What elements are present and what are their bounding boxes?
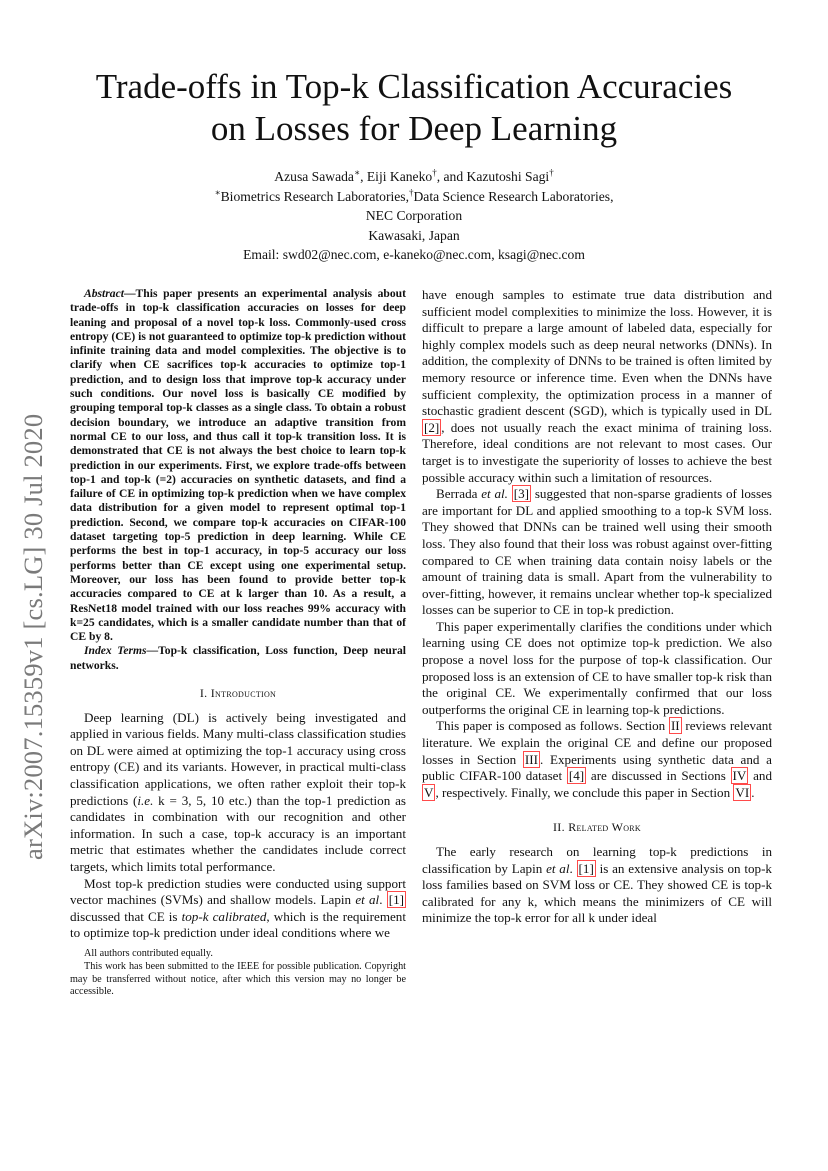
section-link[interactable]: IV <box>732 768 747 784</box>
section-link[interactable]: V <box>424 784 434 800</box>
right-column <box>422 287 772 927</box>
text: is an extensive analysis on top-k loss families based on SVM loss or CE. They showed CE is top-k calibrated for any k, which means the minimizers of CE will minimize the top-k error for all k under ideal <box>422 860 772 926</box>
text: . <box>379 892 387 908</box>
left-column <box>70 287 406 942</box>
affil-mark: ∗ <box>214 187 221 198</box>
section-link[interactable]: VI <box>735 784 750 800</box>
text: , respectively. Finally, we conclude this paper in Section <box>435 784 734 800</box>
affiliation-3: Kawasaki, Japan <box>368 227 460 243</box>
text: Most top-k prediction studies were conducted using support vector machines (SVMs) and shallow models. Lapin <box>70 875 406 908</box>
abstract-text: —This paper presents an experimental analysis about trade-offs in top-k classification accuracies on losses for deep leaning and proposal of a novel top-k loss. Commonly-used cross entropy (CE) is not guaranteed to optimize top-k prediction without infinite training data and model complexities. The objective is to clarify when CE sacrifices top-k accuracies to optimize top-1 prediction, and to design loss that improve top-k accuracy under such conditions. Our novel loss is basically CE modified by grouping temporal top-k classes as a single class. To obtain a robust decision boundary, we introduce an adaptive transition from normal CE to our loss, and thus call it top-k transition loss. It is demonstrated that CE is not always the best choice to learn top-k prediction in our experiments. First, we explore trade-offs between top-1 and top-k (=2) accuracies on synthetic datasets, and find a failure of CE in optimizing top-k prediction when we have complex data distribution for a given model to represent optimal top-1 prediction. Second, we compare top-k accuracies on CIFAR-100 dataset targeting top-5 prediction in deep learning. While CE performs the best in top-1 accuracy, in top-5 accuracy our loss performs better than CE except using one experimental setup. Moreover, our loss has been found to provide better top-k accuracies compared to CE at k larger than 10. As a result, a ResNet18 model trained with our loss reaches 99% accuracy with k=25 candidates, which is a smaller candidate number than that of CE by 8. <box>70 287 406 644</box>
text: reviews relevant literature. We explain the original CE and define our proposed losses in Section <box>422 718 772 767</box>
index-terms-label: Index Terms <box>84 644 147 658</box>
abstract-label: Abstract <box>84 287 124 300</box>
text: k = 3, 5, 10 etc.) than the top-1 prediction as candidates in combination with our recognition and other information. In such a case, top-k accuracy is an important metric that estimates whether the candidates include correct targets, which limits total performance. <box>70 792 406 874</box>
affil-text: Biometrics Research Laboratories, <box>220 188 409 204</box>
section-number: I. <box>199 686 211 701</box>
text: , which is the requirement to optimize top-k prediction under ideal conditions where we <box>70 908 406 941</box>
section-number: II. <box>552 820 569 835</box>
author-2: , Eiji Kaneko <box>360 169 433 184</box>
right-paragraph-1 <box>422 287 772 486</box>
author-1: Azusa Sawada <box>274 169 354 184</box>
text: suggested that non-sparse gradients of losses are important for DL and applied smoothing to a top-k SVM loss. They showed that DNNs can be trained well using their smooth loss. They also found that their loss was robust against over-fitting compared to CE when training data contain noisy labels or the amount of training data is small. Apart from the vulnerability to over-fitting, however, it remains unclear whether top-k specialized losses can be superior to CE in top-k prediction. <box>422 486 772 618</box>
affil-mark: † <box>549 167 554 178</box>
title-line-1: Trade-offs in Top-k Classification Accuracies <box>95 67 733 106</box>
affil-mark: † <box>432 167 437 178</box>
citation-link[interactable]: [1] <box>578 860 594 876</box>
text: . <box>569 860 577 876</box>
text: et al <box>546 860 570 876</box>
text: discussed that CE is <box>70 908 182 924</box>
section-name: Introduction <box>210 686 277 701</box>
email-line: Email: swd02@nec.com, e-kaneko@nec.com, ksagi@nec.com <box>243 247 585 263</box>
affiliation-2: NEC Corporation <box>365 208 463 224</box>
affil-mark: ∗ <box>353 167 361 178</box>
text: et al. <box>481 486 508 502</box>
section-link[interactable]: III <box>524 751 539 767</box>
text: . Experiments using synthetic data and a public CIFAR-100 dataset <box>422 751 772 784</box>
citation-link[interactable]: [3] <box>513 486 530 502</box>
text: Berrada <box>436 486 482 502</box>
footnotes <box>70 948 406 999</box>
citation-link[interactable]: [4] <box>568 768 585 784</box>
text: top-k calibrated <box>181 908 267 924</box>
footnote-1: All authors contributed equally. <box>84 948 213 959</box>
author-names <box>60 167 768 187</box>
citation-link[interactable]: [1] <box>388 892 404 908</box>
text: This paper is composed as follows. Section <box>436 718 669 734</box>
section-link[interactable]: II <box>670 718 680 734</box>
section-name: Related Work <box>568 820 642 835</box>
footnote-2: This work has been submitted to the IEEE for possible publication. Copyright may be transferred without notice, after which this version may no longer be accessible. <box>70 960 406 998</box>
abstract <box>70 287 406 644</box>
paper-title <box>60 66 768 150</box>
intro-paragraph-2 <box>70 876 406 942</box>
right-paragraph-2 <box>422 486 772 619</box>
text: The early research on learning top-k predictions in classification by Lapin <box>422 844 772 876</box>
right-paragraph-4 <box>422 718 772 801</box>
affil-text: Data Science Research Laboratories, <box>413 188 614 204</box>
text: i.e. <box>137 792 154 808</box>
intro-paragraph-1 <box>70 710 406 876</box>
index-terms <box>70 644 406 673</box>
text: are discussed in Sections <box>586 768 731 784</box>
text: , does not usually reach the exact minima of training loss. Therefore, ideal conditions are not relevant to most cases. Our target is to investigate the superiority of losses to achieve the best possible accuracy within such a limitation of resources. <box>422 419 772 485</box>
text: and <box>748 768 772 784</box>
author-3: , and Kazutoshi Sagi <box>436 169 550 184</box>
affil-mark: † <box>408 187 414 198</box>
text: . <box>751 784 755 800</box>
affiliation-1 <box>60 187 768 207</box>
section-heading-intro <box>70 685 406 702</box>
index-terms-text: —Top-k classification, Loss function, Deep neural networks. <box>70 644 406 672</box>
text: Deep learning (DL) is actively being investigated and applied in various fields. Many multi-class classification studies on DL were aimed at optimizing the top-1 accuracy using cross entropy (CE) and its variants. However, in practical multi-class classification applications, we often rather exploit their top-k predictions ( <box>70 709 407 808</box>
related-work-paragraph-1 <box>422 844 772 927</box>
right-paragraph-3: This paper experimentally clarifies the conditions under which learning using CE does not optimize top-k prediction. We also propose a novel loss for the purpose of top-k classification. Our proposed loss is an extension of CE to have smaller top-k risk than the original CE. We experimentally confirmed that our loss outperforms the original CE in learning top-k predictions. <box>422 618 772 717</box>
citation-link[interactable]: [2] <box>424 419 440 435</box>
text: have enough samples to estimate true data distribution and sufficient model complexities to minimize the loss. However, it is difficult to prepare a large amount of labeled data, especially for highly complex models such as deep neural networks (DNNs). In addition, the complexity of DNNs to be trained is often limited by memory resource or inference time. Even when the DNNs have sufficient complexity, the optimization process in a manner of stochastic gradient descent (SGD), which is typically used in DL <box>422 287 772 419</box>
section-heading-related-work <box>422 819 772 836</box>
author-block <box>60 167 768 265</box>
arxiv-identifier: arXiv:2007.15359v1 [cs.LG] 30 Jul 2020 <box>18 413 48 860</box>
text: et al <box>355 892 380 908</box>
title-line-2: on Losses for Deep Learning <box>210 109 618 148</box>
